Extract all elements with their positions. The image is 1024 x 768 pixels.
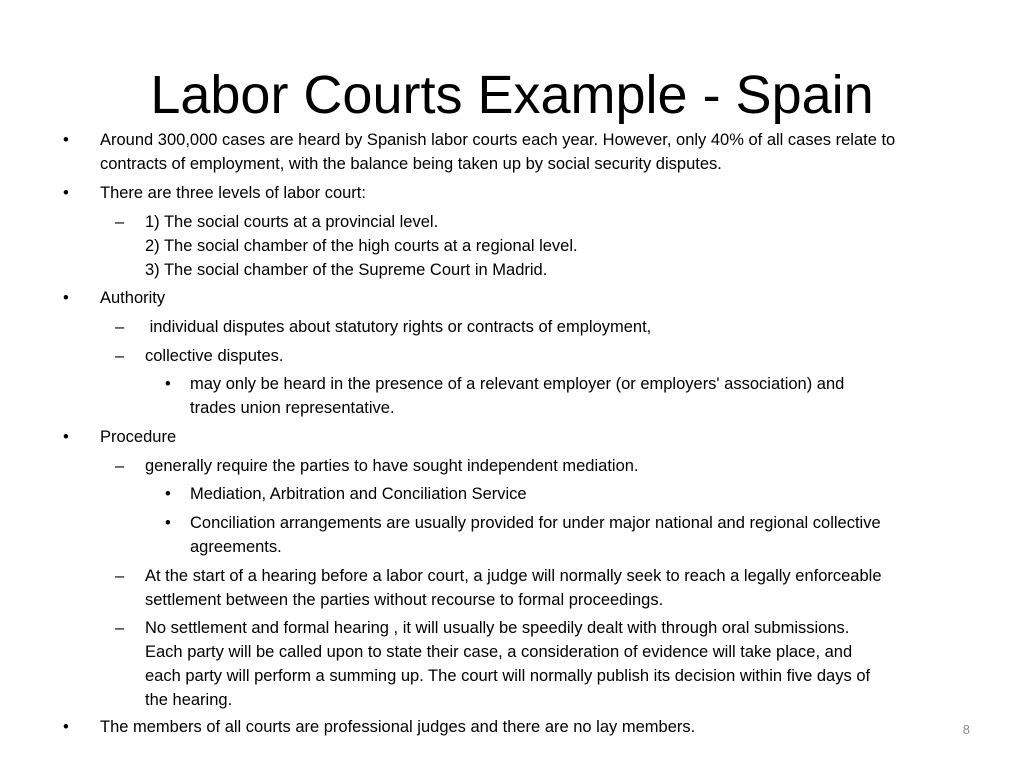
bullet-text: generally require the parties to have sought independent mediation. bbox=[145, 457, 639, 475]
bullet-text: agreements. bbox=[190, 538, 282, 556]
bullet-text: Authority bbox=[100, 289, 166, 307]
bullet-text: 1) The social courts at a provincial level. bbox=[145, 213, 439, 231]
dash-marker: – bbox=[115, 457, 125, 475]
bullet-text: contracts of employment, with the balance being taken up by social security disputes. bbox=[100, 155, 722, 173]
bullet-marker: • bbox=[165, 514, 171, 532]
bullet-marker: • bbox=[165, 375, 171, 393]
bullet-text: the hearing. bbox=[145, 691, 233, 709]
bullet-text: Procedure bbox=[100, 428, 177, 446]
page-number: 8 bbox=[962, 722, 970, 737]
bullet-text: 2) The social chamber of the high courts at a regional level. bbox=[145, 237, 578, 255]
bullet-text: There are three levels of labor court: bbox=[100, 184, 366, 202]
bullet-marker: • bbox=[165, 485, 171, 503]
bullet-marker: • bbox=[63, 289, 69, 307]
bullet-text: The members of all courts are professional judges and there are no lay members. bbox=[100, 718, 696, 736]
dash-marker: – bbox=[115, 347, 125, 365]
bullet-text: trades union representative. bbox=[190, 399, 395, 417]
dash-marker: – bbox=[115, 318, 125, 336]
bullet-marker: • bbox=[63, 428, 69, 446]
bullet-text: individual disputes about statutory rights or contracts of employment, bbox=[145, 318, 652, 336]
bullet-text: settlement between the parties without recourse to formal proceedings. bbox=[145, 591, 664, 609]
bullet-text: No settlement and formal hearing , it will usually be speedily dealt with through oral submissions. bbox=[145, 619, 850, 637]
bullet-text: collective disputes. bbox=[145, 347, 284, 365]
bullet-text: 3) The social chamber of the Supreme Court in Madrid. bbox=[145, 261, 548, 279]
bullet-marker: • bbox=[63, 718, 69, 736]
bullet-marker: • bbox=[63, 184, 69, 202]
bullet-text: Conciliation arrangements are usually provided for under major national and regional collective bbox=[190, 514, 881, 532]
bullet-marker: • bbox=[63, 131, 69, 149]
bullet-text: Around 300,000 cases are heard by Spanish labor courts each year. However, only 40% of all cases relate to bbox=[100, 131, 896, 149]
bullet-text: may only be heard in the presence of a relevant employer (or employers' association) and bbox=[190, 375, 845, 393]
dash-marker: – bbox=[115, 619, 125, 637]
bullet-text: each party will perform a summing up. The court will normally publish its decision within five days of bbox=[145, 667, 871, 685]
dash-marker: – bbox=[115, 567, 125, 585]
bullet-text: Mediation, Arbitration and Conciliation Service bbox=[190, 485, 527, 503]
bullet-text: Each party will be called upon to state their case, a consideration of evidence will take place, and bbox=[145, 643, 853, 661]
slide-title: Labor Courts Example - Spain bbox=[150, 65, 874, 125]
dash-marker: – bbox=[115, 213, 125, 231]
bullet-text: At the start of a hearing before a labor court, a judge will normally seek to reach a legally enforceable bbox=[145, 567, 882, 585]
